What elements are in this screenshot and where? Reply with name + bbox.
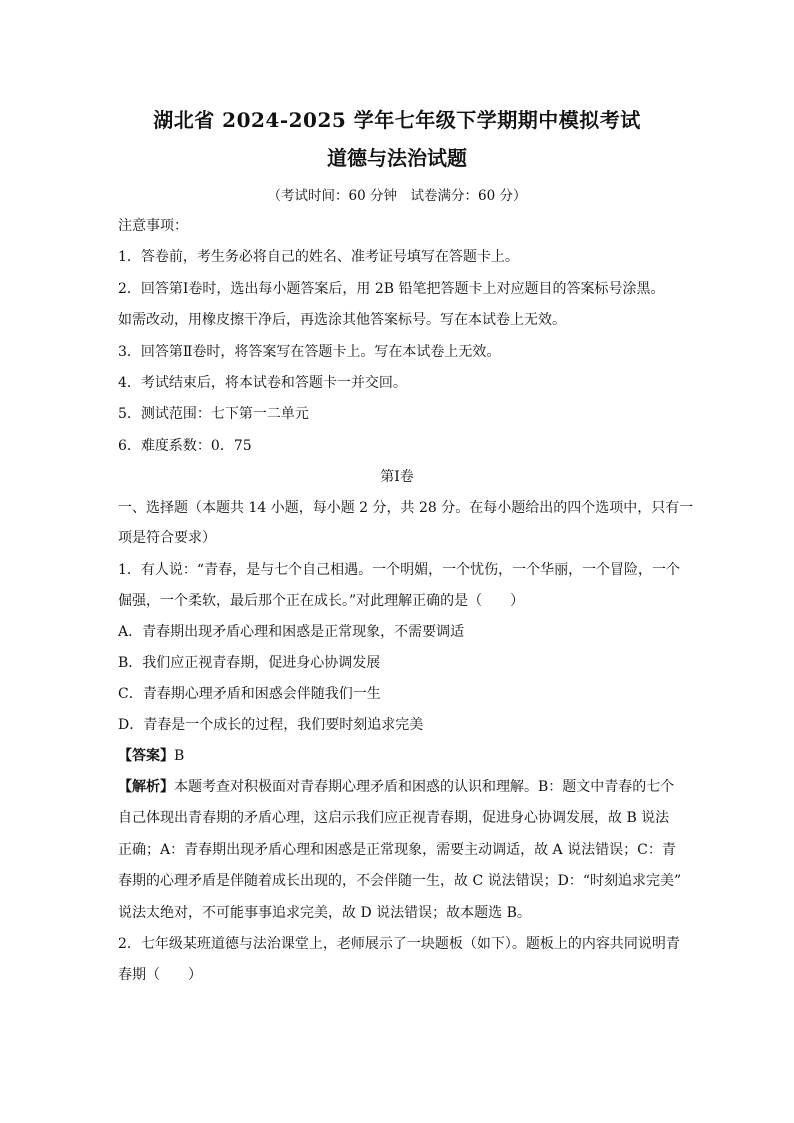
answer-label: 【答案】	[118, 748, 174, 764]
analysis-text: 正确；A：青春期出现矛盾心理和困惑是正常现象，需要主动调适，故 A 说法错误；C：青	[118, 842, 676, 858]
question1-option-b: B．我们应正视青春期，促进身心协调发展	[118, 655, 381, 671]
question2-stem: 春期（ ）	[118, 967, 202, 983]
notice-item: 1．答卷前，考生务必将自己的姓名、准考证号填写在答题卡上。	[118, 249, 519, 265]
notice-item: 5．测试范围：七下第一二单元	[118, 406, 309, 422]
analysis-label: 【解析】	[118, 779, 174, 795]
question1-stem: 1．有人说：“青春，是与七个自己相遇。一个明媚，一个忧伤，一个华丽，一个冒险，一个	[118, 562, 681, 578]
exam-subject: 道德与法治试题	[327, 146, 467, 170]
section-intro: 一、选择题（本题共 14 小题，每小题 2 分，共 28 分。在每小题给出的四个选项中，只有一	[118, 500, 694, 516]
question1-answer	[118, 746, 678, 766]
notice-item: 3．回答第Ⅱ卷时，将答案写在答题卡上。写在本试卷上无效。	[118, 344, 501, 360]
analysis-text: 春期的心理矛盾是伴随着成长出现的，不会伴随一生，故 C 说法错误；D：“时刻追求完美”	[118, 873, 682, 889]
question1-option-c: C．青春期心理矛盾和困惑会伴随我们一生	[118, 686, 381, 702]
analysis-text: 自己体现出青春期的矛盾心理，这启示我们应正视青春期，促进身心协调发展，故 B 说法	[118, 810, 670, 826]
notice-heading: 注意事项：	[118, 218, 188, 234]
question1-option-d: D．青春是一个成长的过程，我们要时刻追求完美	[118, 717, 424, 733]
question1-analysis	[118, 777, 678, 797]
exam-title: 湖北省 2024-2025 学年七年级下学期期中模拟考试	[153, 108, 641, 132]
notice-item: 如需改动，用橡皮擦干净后，再选涂其他答案标号。写在本试卷上无效。	[118, 312, 566, 328]
exam-info: （考试时间：60 分钟 试卷满分：60 分）	[267, 188, 527, 204]
section-intro: 项是符合要求）	[118, 530, 216, 546]
analysis-text: 本题考查对积极面对青春期心理矛盾和困惑的认识和理解。B：题文中青春的七个	[174, 779, 675, 795]
question2-stem: 2．七年级某班道德与法治课堂上，老师展示了一块题板（如下）。题板上的内容共同说明青	[118, 936, 680, 952]
notice-item: 2．回答第Ⅰ卷时，选出每小题答案后，用 2B 铅笔把答题卡上对应题目的答案标号涂黑。	[118, 281, 665, 297]
question1-stem: 倔强，一个柔软，最后那个正在成长。”对此理解正确的是（ ）	[118, 593, 525, 609]
question1-option-a: A．青春期出现矛盾心理和困惑是正常现象，不需要调适	[118, 624, 465, 640]
volume-title: 第Ⅰ卷	[380, 469, 414, 485]
answer-value: B	[174, 748, 185, 764]
notice-item: 4．考试结束后，将本试卷和答题卡一并交回。	[118, 375, 407, 391]
analysis-text: 说法太绝对，不可能事事追求完美，故 D 说法错误；故本题选 B。	[118, 905, 531, 921]
notice-item: 6．难度系数：0．75	[118, 438, 252, 454]
